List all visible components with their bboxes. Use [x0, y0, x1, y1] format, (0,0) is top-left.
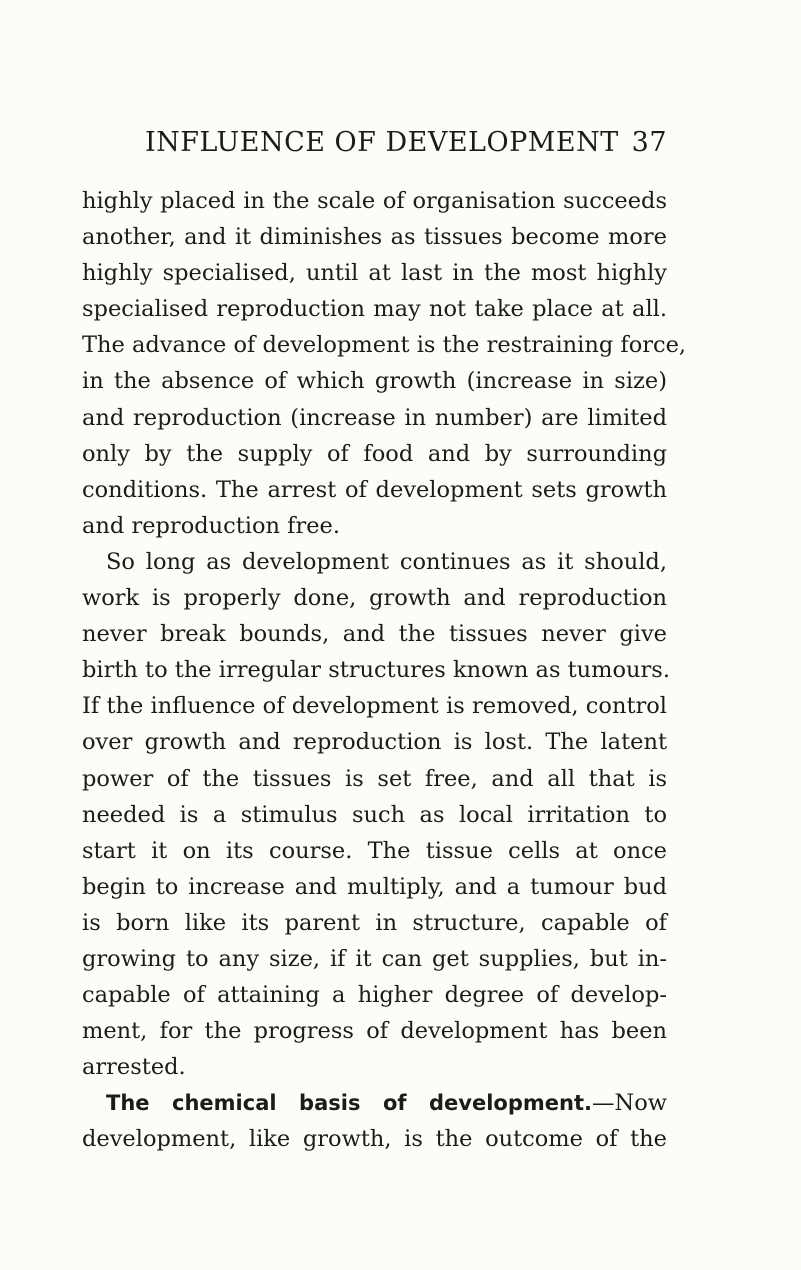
text-line: in the absence of which growth (increase in size): [82, 368, 667, 395]
text-line: begin to increase and multiply, and a tumour bud: [82, 873, 667, 900]
text-line: birth to the irregular structures known as tumours.: [82, 657, 670, 684]
text-line: power of the tissues is set free, and all that is: [82, 765, 667, 792]
text-line: The advance of development is the restraining force,: [82, 332, 687, 359]
text-line: So long as development continues as it should,: [106, 548, 667, 575]
text-line: highly specialised, until at last in the most highly: [82, 260, 667, 287]
text-line: and reproduction (increase in number) are limited: [82, 404, 667, 431]
text-line: specialised reproduction may not take place at all.: [82, 296, 667, 323]
paragraph: [82, 183, 687, 544]
text-line: capable of attaining a higher degree of develop-: [82, 982, 667, 1009]
text-line: growing to any size, if it can get supplies, but in-: [82, 945, 667, 972]
text-line: conditions. The arrest of development sets growth: [82, 476, 667, 503]
text-line: If the influence of development is removed, control: [82, 693, 667, 720]
paragraph: [82, 544, 670, 1085]
text-line: never break bounds, and the tissues never give: [82, 621, 667, 648]
text-line: highly placed in the scale of organisation succeeds: [82, 188, 667, 214]
text-line: over growth and reproduction is lost. The latent: [82, 729, 667, 756]
running-head: [145, 127, 667, 167]
text-line: another, and it diminishes as tissues become more: [82, 224, 667, 251]
page-number: 37: [631, 127, 667, 158]
running-title: INFLUENCE OF DEVELOPMENT: [145, 127, 619, 158]
text-line: work is properly done, growth and reproduction: [82, 585, 667, 612]
text-line: development, like growth, is the outcome of the: [82, 1126, 667, 1153]
body-text: [82, 183, 687, 1158]
section-run-in-heading: The chemical basis of development.: [106, 1091, 592, 1116]
text-line: [82, 1085, 667, 1121]
text-fragment: —Now: [592, 1090, 667, 1117]
text-line: and reproduction free.: [82, 512, 341, 539]
text-line: needed is a stimulus such as local irritation to: [82, 801, 667, 828]
text-line: arrested.: [82, 1054, 186, 1081]
paragraph: [82, 1085, 667, 1157]
text-line: only by the supply of food and by surrounding: [82, 440, 667, 467]
text-line: ment, for the progress of development has been: [82, 1018, 667, 1045]
text-line: is born like its parent in structure, capable of: [82, 909, 667, 936]
text-line: start it on its course. The tissue cells at once: [82, 837, 667, 864]
